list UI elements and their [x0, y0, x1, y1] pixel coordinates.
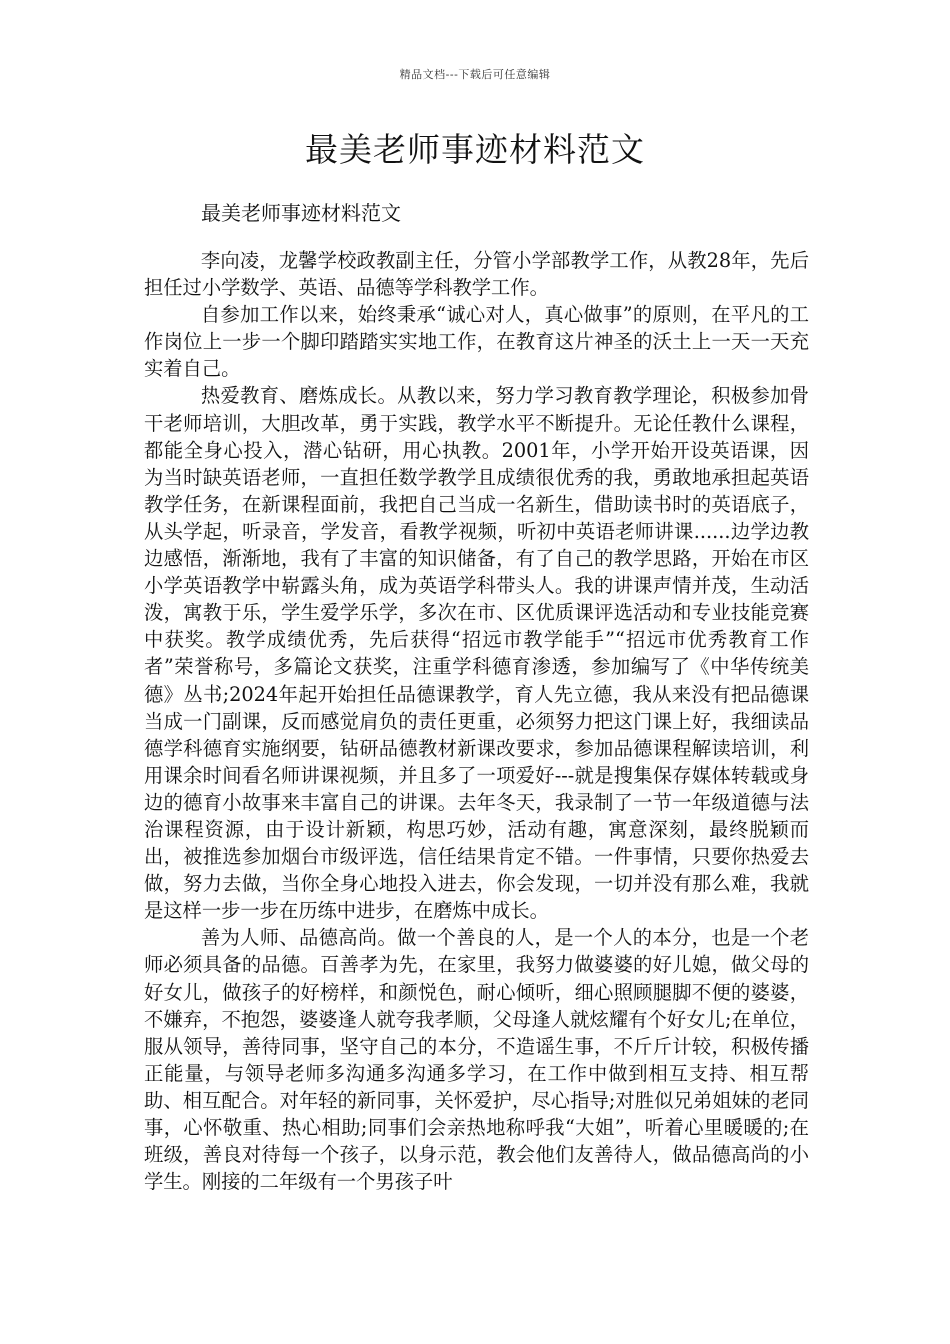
document-body — [144, 247, 809, 1195]
paragraph: 李向凌，龙馨学校政教副主任，分管小学部教学工作，从教28年，先后担任过小学数学、英语、品德等学科教学工作。 — [144, 249, 809, 300]
paragraph: 自参加工作以来，始终秉承“诚心对人，真心做事”的原则，在平凡的工作岗位上一步一个脚印踏踏实实地工作，在教育这片神圣的沃土上一天一天充实着自己。 — [144, 303, 809, 381]
document-title: 最美老师事迹材料范文 — [305, 130, 645, 169]
paragraph: 热爱教育、磨炼成长。从教以来，努力学习教育教学理论，积极参加骨干老师培训，大胆改革，勇于实践，教学水平不断提升。无论任教什么课程，都能全身心投入，潜心钻研，用心执教。2001年，小学开始开设英语课，因为当时缺英语老师，一直担任数学教学且成绩很优秀的我，勇敢地承担起英语教学任务，在新课程面前，我把自己当成一名新生，借助读书时的英语底子，从头学起，听录音，学发音，看教学视频，听初中英语老师讲课......边学边教边感悟，渐渐地，我有了丰富的知识储备，有了自己的教学思路，开始在市区小学英语教学中崭露头角，成为英语学科带头人。我的讲课声情并茂，生动活泼，寓教于乐，学生爱学乐学，多次在市、区优质课评选活动和专业技能竞赛中获奖。教学成绩优秀，先后获得“招远市教学能手”“招远市优秀教育工作者”荣誉称号，多篇论文获奖，注重学科德育渗透，参加编写了《中华传统美德》丛书;2024年起开始担任品德课教学，育人先立德，我从来没有把品德课当成一门副课，反而感觉肩负的责任更重，必须努力把这门课上好，我细读品德学科德育实施纲要，钻研品德教材新课改要求，参加品德课程解读培训，利用课余时间看名师讲课视频，并且多了一项爱好---就是搜集保存媒体转载或身边的德育小故事来丰富自己的讲课。去年冬天，我录制了一节一年级道德与法治课程资源，由于设计新颖，构思巧妙，活动有趣，寓意深刻，最终脱颖而出，被推选参加烟台市级评选，信任结果肯定不错。一件事情，只要你热爱去做，努力去做，当你全身心地投入进去，你会发现，一切并没有那么难，我就是这样一步一步在历练中进步，在磨炼中成长。 — [144, 384, 809, 923]
paragraph: 善为人师、品德高尚。做一个善良的人，是一个人的本分，也是一个老师必须具备的品德。百善孝为先，在家里，我努力做婆婆的好儿媳，做父母的好女儿，做孩子的好榜样，和颜悦色，耐心倾听，细心照顾腿脚不便的婆婆，不嫌弃，不抱怨，婆婆逢人就夸我孝顺，父母逢人就炫耀有个好女儿;在单位，服从领导，善待同事，坚守自己的本分，不造谣生事，不斤斤计较，积极传播正能量，与领导老师多沟通多沟通多学习，在工作中做到相互支持、相互帮助、相互配合。对年轻的新同事，关怀爱护，尽心指导;对胜似兄弟姐妹的老同事，心怀敬重、热心相助;同事们会亲热地称呼我“大姐”，听着心里暖暖的;在班级，善良对待每一个孩子，以身示范，教会他们友善待人，做品德高尚的小学生。刚接的二年级有一个男孩子叶 — [144, 926, 810, 1194]
header-note: 精品文档---下载后可任意编辑 — [399, 68, 551, 81]
document-subtitle: 最美老师事迹材料范文 — [201, 201, 401, 225]
